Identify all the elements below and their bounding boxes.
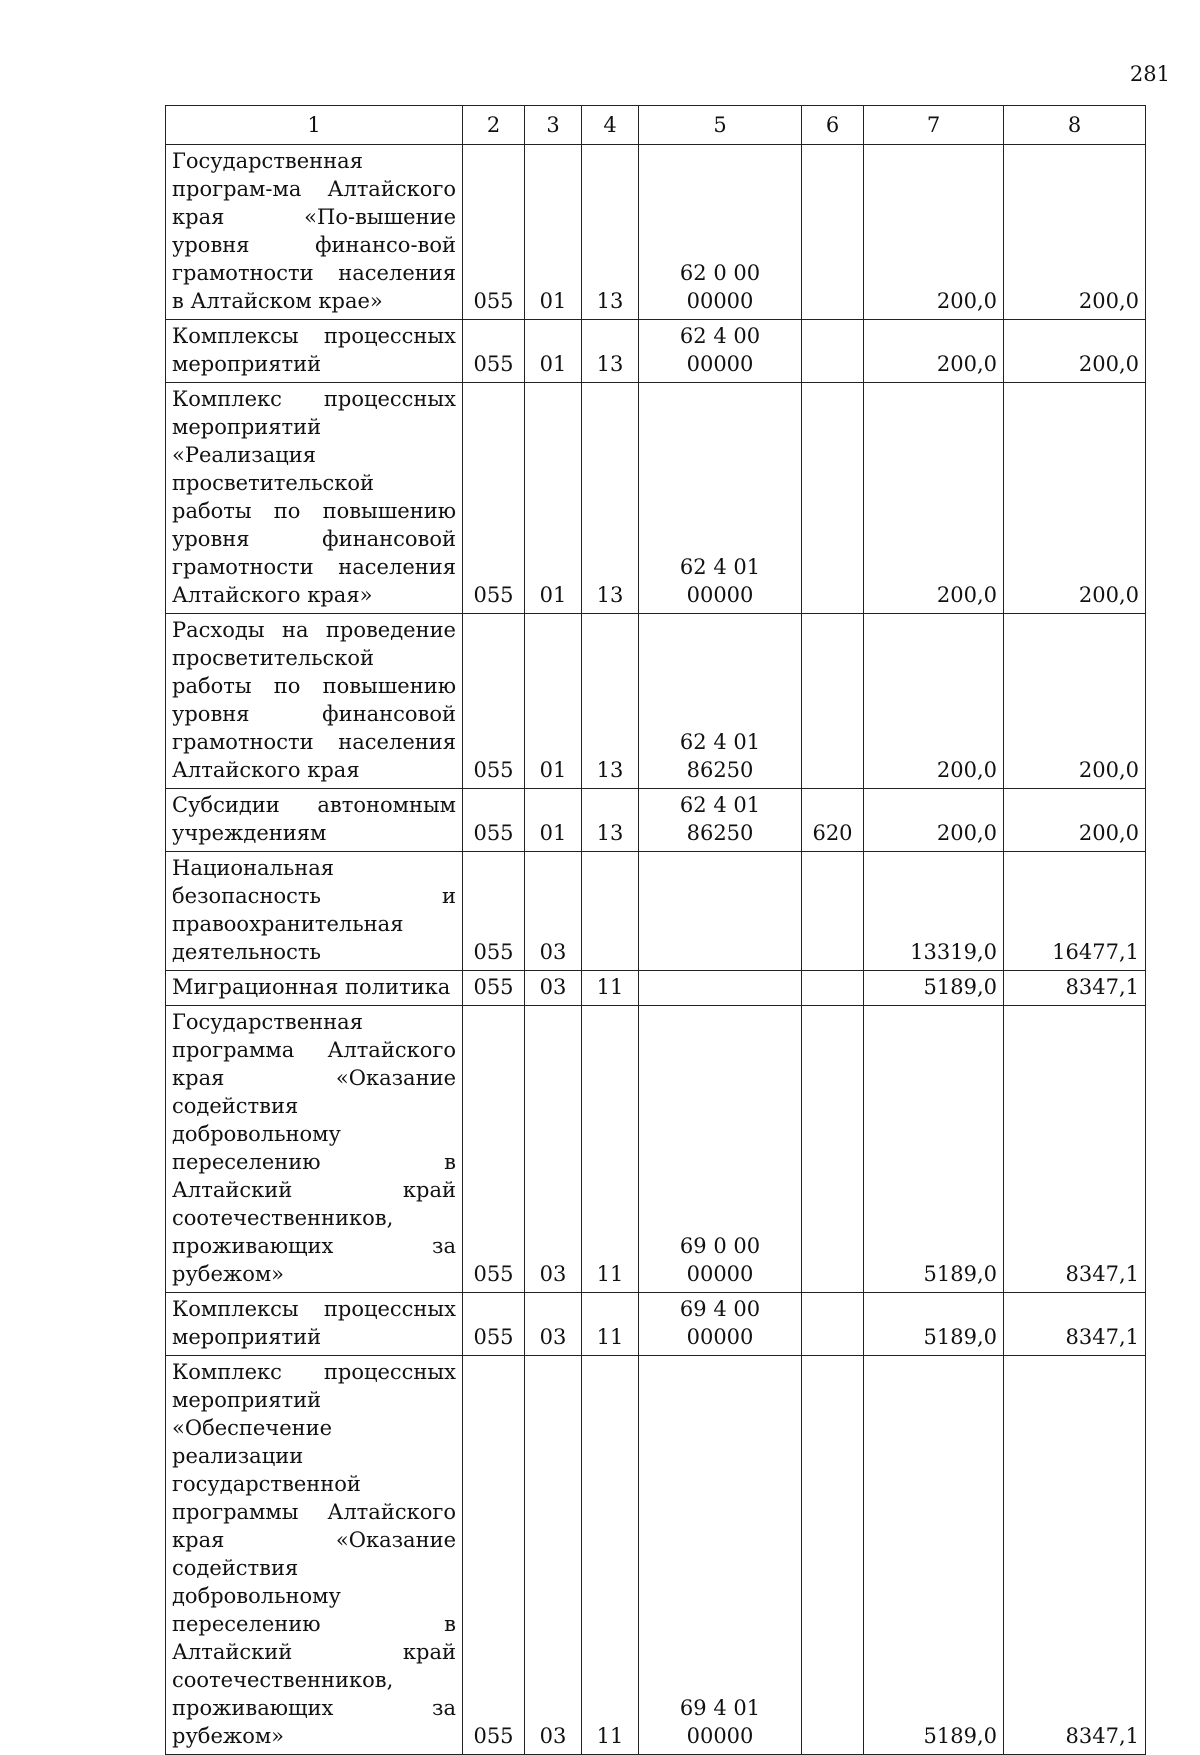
name-cell: Расходы на проведение просветительской работы по повышению уровня финансовой грамотности населения Алтайского края bbox=[166, 614, 463, 789]
header-row bbox=[166, 106, 1146, 145]
code-cell: 055 bbox=[463, 614, 525, 789]
amount-2024-cell: 200,0 bbox=[864, 789, 1004, 852]
table-row bbox=[166, 383, 1146, 614]
amount-2025-cell: 200,0 bbox=[1004, 383, 1146, 614]
expense-type-cell bbox=[802, 1356, 864, 1755]
section-cell: 03 bbox=[525, 971, 582, 1006]
amount-2025-cell: 200,0 bbox=[1004, 789, 1146, 852]
expense-type-cell bbox=[802, 320, 864, 383]
section-cell: 03 bbox=[525, 1006, 582, 1293]
amount-2025-cell: 200,0 bbox=[1004, 320, 1146, 383]
name-cell: Комплекс процессных мероприятий «Реализация просветительской работы по повышению уровня финансовой грамотности населения Алтайского края» bbox=[166, 383, 463, 614]
amount-2024-cell: 200,0 bbox=[864, 145, 1004, 320]
table-row bbox=[166, 614, 1146, 789]
code-cell: 055 bbox=[463, 383, 525, 614]
target-item-cell: 62 4 01 00000 bbox=[639, 383, 802, 614]
table-row bbox=[166, 320, 1146, 383]
code-cell: 055 bbox=[463, 145, 525, 320]
amount-2025-cell: 8347,1 bbox=[1004, 1356, 1146, 1755]
subsection-cell: 13 bbox=[582, 383, 639, 614]
section-cell: 03 bbox=[525, 1356, 582, 1755]
amount-2024-cell: 200,0 bbox=[864, 383, 1004, 614]
name-cell: Комплекс процессных мероприятий «Обеспечение реализации государственной программы Алтайского края «Оказание содействия добровольному переселению в Алтайский край соотечественников, проживающих за рубежом» bbox=[166, 1356, 463, 1755]
code-cell: 055 bbox=[463, 1293, 525, 1356]
table-row bbox=[166, 789, 1146, 852]
column-header: 6 bbox=[802, 106, 864, 145]
code-cell: 055 bbox=[463, 971, 525, 1006]
expense-type-cell bbox=[802, 971, 864, 1006]
table-row bbox=[166, 1293, 1146, 1356]
table-row bbox=[166, 1006, 1146, 1293]
subsection-cell: 11 bbox=[582, 1356, 639, 1755]
expense-type-cell: 620 bbox=[802, 789, 864, 852]
target-item-cell: 62 4 01 86250 bbox=[639, 614, 802, 789]
expense-type-cell bbox=[802, 383, 864, 614]
amount-2025-cell: 8347,1 bbox=[1004, 1006, 1146, 1293]
subsection-cell: 11 bbox=[582, 971, 639, 1006]
expense-type-cell bbox=[802, 145, 864, 320]
section-cell: 03 bbox=[525, 1293, 582, 1356]
subsection-cell bbox=[582, 852, 639, 971]
column-header: 7 bbox=[864, 106, 1004, 145]
subsection-cell: 13 bbox=[582, 145, 639, 320]
table-row bbox=[166, 852, 1146, 971]
amount-2024-cell: 13319,0 bbox=[864, 852, 1004, 971]
expense-type-cell bbox=[802, 1006, 864, 1293]
column-header: 8 bbox=[1004, 106, 1146, 145]
amount-2025-cell: 200,0 bbox=[1004, 145, 1146, 320]
code-cell: 055 bbox=[463, 789, 525, 852]
amount-2024-cell: 200,0 bbox=[864, 320, 1004, 383]
target-item-cell: 69 4 01 00000 bbox=[639, 1356, 802, 1755]
table-row bbox=[166, 1356, 1146, 1755]
table-row bbox=[166, 145, 1146, 320]
target-item-cell bbox=[639, 971, 802, 1006]
amount-2025-cell: 200,0 bbox=[1004, 614, 1146, 789]
column-header: 5 bbox=[639, 106, 802, 145]
section-cell: 03 bbox=[525, 852, 582, 971]
code-cell: 055 bbox=[463, 320, 525, 383]
subsection-cell: 13 bbox=[582, 320, 639, 383]
amount-2025-cell: 16477,1 bbox=[1004, 852, 1146, 971]
expense-type-cell bbox=[802, 852, 864, 971]
section-cell: 01 bbox=[525, 145, 582, 320]
amount-2025-cell: 8347,1 bbox=[1004, 971, 1146, 1006]
expense-type-cell bbox=[802, 614, 864, 789]
amount-2024-cell: 5189,0 bbox=[864, 1293, 1004, 1356]
code-cell: 055 bbox=[463, 852, 525, 971]
section-cell: 01 bbox=[525, 383, 582, 614]
amount-2024-cell: 5189,0 bbox=[864, 971, 1004, 1006]
name-cell: Комплексы процессных мероприятий bbox=[166, 320, 463, 383]
section-cell: 01 bbox=[525, 789, 582, 852]
target-item-cell: 69 4 00 00000 bbox=[639, 1293, 802, 1356]
column-header: 4 bbox=[582, 106, 639, 145]
page-number: 281 bbox=[1129, 62, 1170, 86]
amount-2025-cell: 8347,1 bbox=[1004, 1293, 1146, 1356]
name-cell: Государственная програм-ма Алтайского края «По-вышение уровня финансо-вой грамотности населения в Алтайском крае» bbox=[166, 145, 463, 320]
target-item-cell bbox=[639, 852, 802, 971]
name-cell: Национальная безопасность и правоохранительная деятельность bbox=[166, 852, 463, 971]
name-cell: Миграционная политика bbox=[166, 971, 463, 1006]
subsection-cell: 11 bbox=[582, 1293, 639, 1356]
code-cell: 055 bbox=[463, 1006, 525, 1293]
section-cell: 01 bbox=[525, 320, 582, 383]
column-header: 3 bbox=[525, 106, 582, 145]
target-item-cell: 62 4 00 00000 bbox=[639, 320, 802, 383]
subsection-cell: 11 bbox=[582, 1006, 639, 1293]
amount-2024-cell: 200,0 bbox=[864, 614, 1004, 789]
expense-type-cell bbox=[802, 1293, 864, 1356]
target-item-cell: 62 0 00 00000 bbox=[639, 145, 802, 320]
table-row bbox=[166, 971, 1146, 1006]
subsection-cell: 13 bbox=[582, 614, 639, 789]
section-cell: 01 bbox=[525, 614, 582, 789]
target-item-cell: 69 0 00 00000 bbox=[639, 1006, 802, 1293]
name-cell: Субсидии автономным учреждениям bbox=[166, 789, 463, 852]
amount-2024-cell: 5189,0 bbox=[864, 1006, 1004, 1293]
column-header: 2 bbox=[463, 106, 525, 145]
name-cell: Государственная программа Алтайского края «Оказание содействия добровольному переселению в Алтайский край соотечественников, проживающих за рубежом» bbox=[166, 1006, 463, 1293]
amount-2024-cell: 5189,0 bbox=[864, 1356, 1004, 1755]
subsection-cell: 13 bbox=[582, 789, 639, 852]
budget-table bbox=[165, 105, 1146, 1755]
code-cell: 055 bbox=[463, 1356, 525, 1755]
column-header: 1 bbox=[166, 106, 463, 145]
target-item-cell: 62 4 01 86250 bbox=[639, 789, 802, 852]
table-body bbox=[166, 145, 1146, 1755]
name-cell: Комплексы процессных мероприятий bbox=[166, 1293, 463, 1356]
